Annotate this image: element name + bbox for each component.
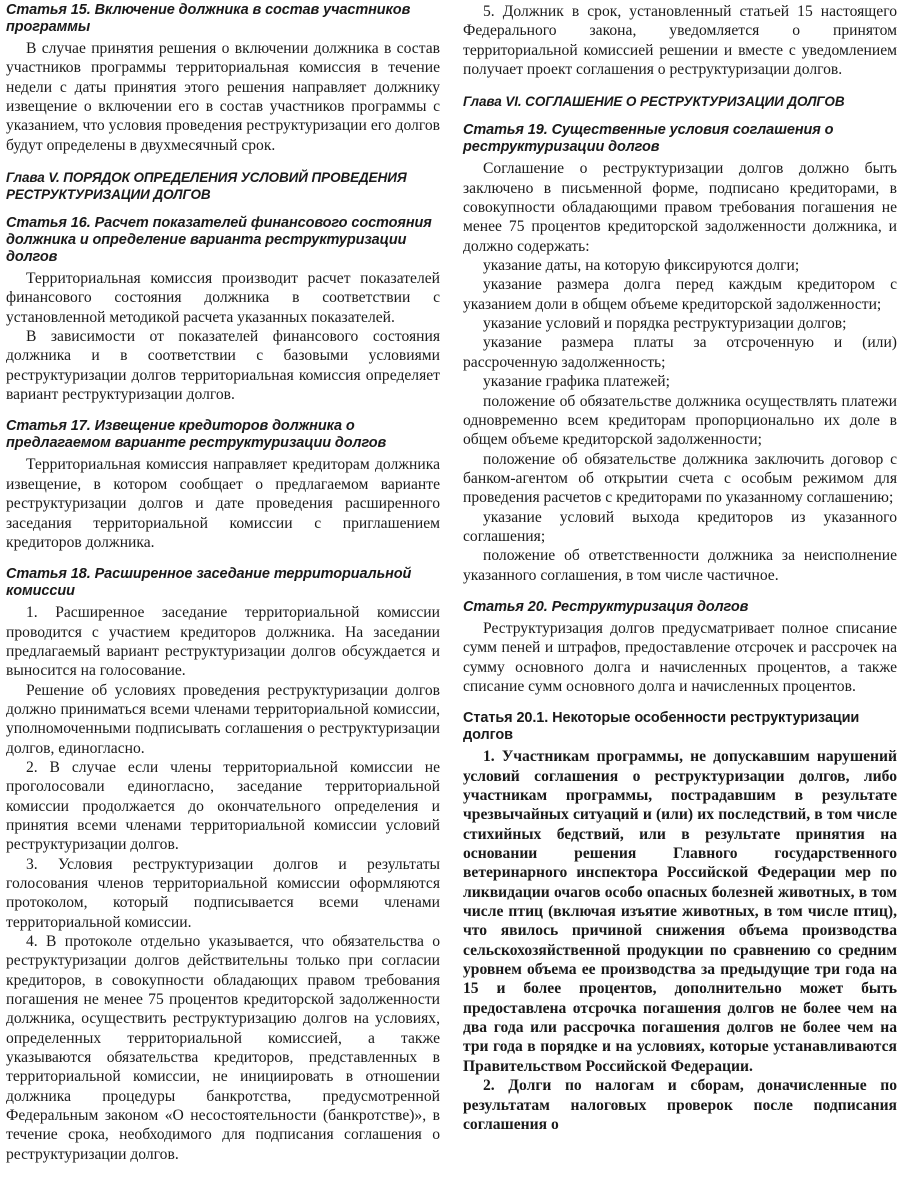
- article-20-1-heading: Статья 20.1. Некоторые особенности реструктуризации долгов: [463, 710, 860, 744]
- article-19-list-item: указание даты, на которую фиксируются долги;: [483, 257, 800, 275]
- article-20-1-paragraph: 1. Участникам программы, не допускавшим нарушений условий соглашения о реструктуризации долгов, либо участникам программы, пострадавшим в результате чрезвычайных ситуаций и (или) их последствий, в том числе стихийных бедствий, или в результате принятия на основании решения Главного государственного ветеринарного инспектора Российской Федерации мер по ликвидации очагов особо опасных болезней животных, в том числе птиц (включая изъятие животных, в том числе птиц), что явилось причиной снижения объема производства сельскохозяйственной продукции по сравнению со средним уровнем объема ее производства за предыдущие три года на 15 и более процентов, дополнительно может быть предоставлена отсрочка погашения долгов не более чем на два года или рассрочка погашения долгов не более чем на три года в порядке и на условиях, которые устанавливаются Правительством Российской Федерации.: [463, 748, 897, 1075]
- article-19-list-item: положение об обязательстве должника заключить договор с банком-агентом об открытии счета с особым режимом для проведения расчетов с кредиторами по указанному соглашению;: [463, 450, 897, 507]
- left-column: [6, 2, 440, 1164]
- article-18-paragraph: Решение об условиях проведения реструктуризации долгов должно приниматься всеми членами территориальной комиссии, уполномоченными подписывать соглашения о реструктуризации долгов, единогласно.: [6, 681, 440, 757]
- article-20-heading: Статья 20. Реструктуризация долгов: [463, 598, 749, 615]
- article-19-list-item: положение об обязательстве должника осуществлять платежи одновременно всем кредиторам пропорционально их доле в общем объеме кредиторской задолженности;: [463, 392, 897, 449]
- article-18-paragraph: 3. Условия реструктуризации долгов и результаты голосования членов территориальной комиссии оформляются протоколом, который подписывается всеми членами территориальной комиссии.: [6, 855, 440, 931]
- article-16-heading: Статья 16. Расчет показателей финансового состояния должника и определение варианта реструктуризации долгов: [6, 215, 432, 266]
- article-19-list-item: указание графика платежей;: [483, 373, 670, 391]
- article-17-paragraph: Территориальная комиссия направляет кредиторам должника извещение, в котором сообщает о предлагаемом варианте реструктуризации долгов и дате проведения расширенного заседания территориальной комиссии с приглашением кредиторов должника.: [6, 456, 440, 551]
- article-20-paragraph: Реструктуризация долгов предусматривает полное списание сумм пеней и штрафов, предоставление отсрочек и рассрочек на сумму основного долга и начисленных процентов, а также списание сумм основного долга и начисленных процентов.: [463, 619, 897, 695]
- article-15-paragraph: В случае принятия решения о включении должника в состав участников программы территориальная комиссия в течение недели с даты принятия этого решения направляет должнику извещение о включении его в состав участников программы с указанием, что условия проведения реструктуризации его долгов будут определены в двухмесячный срок.: [6, 40, 440, 154]
- chapter-5-heading: Глава V. ПОРЯДОК ОПРЕДЕЛЕНИЯ УСЛОВИЙ ПРОВЕДЕНИЯ РЕСТРУКТУРИЗАЦИИ ДОЛГОВ: [6, 170, 407, 203]
- article-19-list-item: указание размера платы за отсроченную и (или) рассроченную задолженность;: [463, 334, 897, 371]
- article-19-list-item: указание условий и порядка реструктуризации долгов;: [483, 315, 847, 333]
- article-18-paragraph: 1. Расширенное заседание территориальной комиссии проводится с участием кредиторов должника. На заседании предлагаемый вариант реструктуризации долгов обсуждается и выносится на голосование.: [6, 604, 440, 680]
- article-19-list-item: положение об ответственности должника за неисполнение указанного соглашения, в том числе частичное.: [463, 547, 897, 584]
- article-20-1-paragraph: 2. Долги по налогам и сборам, доначисленные по результатам налоговых проверок после подписания соглашения о: [463, 1077, 897, 1133]
- chapter-6-heading: Глава VI. СОГЛАШЕНИЕ О РЕСТРУКТУРИЗАЦИИ ДОЛГОВ: [463, 94, 845, 110]
- article-18-paragraph: 4. В протоколе отдельно указывается, что обязательства о реструктуризации долгов действительны только при согласии кредиторов, в совокупности обладающих правом требования погашения не менее 75 процентов кредиторской задолженности должника, осуществить реструктуризацию долгов на условиях, определенных территориальной комиссией, а также указываются обязательства кредиторов, представленных в территориальной комиссии, не инициировать в отношении должника процедуры банкротства, предусмотренной Федеральным законом «О несостоятельности (банкротстве)», в течение срока, необходимого для подписания соглашения о реструктуризации долгов.: [6, 933, 440, 1163]
- article-19-paragraph: Соглашение о реструктуризации долгов должно быть заключено в письменной форме, подписано кредиторами, в совокупности обладающими правом требования погашения не менее 75 процентов кредиторской задолженности должника, и должно содержать:: [463, 160, 897, 255]
- article-17-heading: Статья 17. Извещение кредиторов должника о предлагаемом варианте реструктуризации долгов: [6, 418, 387, 452]
- article-19-list-item: указание размера долга перед каждым кредитором с указанием доли в общем объеме кредиторской задолженности;: [463, 276, 897, 313]
- article-19-heading: Статья 19. Существенные условия соглашения о реструктуризации долгов: [463, 122, 834, 156]
- article-16-paragraph: Территориальная комиссия производит расчет показателей финансового состояния должника в соответствии с установленной методикой расчета указанных показателей.: [6, 270, 440, 326]
- article-18-heading: Статья 18. Расширенное заседание территориальной комиссии: [6, 566, 412, 600]
- article-19-list-item: указание условий выхода кредиторов из указанного соглашения;: [463, 508, 897, 545]
- article-18-paragraph: 2. В случае если члены территориальной комиссии не проголосовали единогласно, заседание территориальной комиссии продолжается до окончательного определения и принятия всеми членами территориальной комиссии условий реструктуризации долгов.: [6, 758, 440, 854]
- right-column: [463, 2, 897, 1134]
- article-18-paragraph: 5. Должник в срок, установленный статьей 15 настоящего Федерального закона, уведомляется о принятом территориальной комиссией решении и вместе с уведомлением получает проект соглашения о реструктуризации долгов.: [463, 3, 897, 79]
- article-15-heading: Статья 15. Включение должника в состав участников программы: [6, 2, 411, 35]
- article-16-paragraph: В зависимости от показателей финансового состояния должника и в соответствии с базовыми условиями реструктуризации долгов территориальная комиссия определяет вариант реструктуризации долгов.: [6, 328, 440, 404]
